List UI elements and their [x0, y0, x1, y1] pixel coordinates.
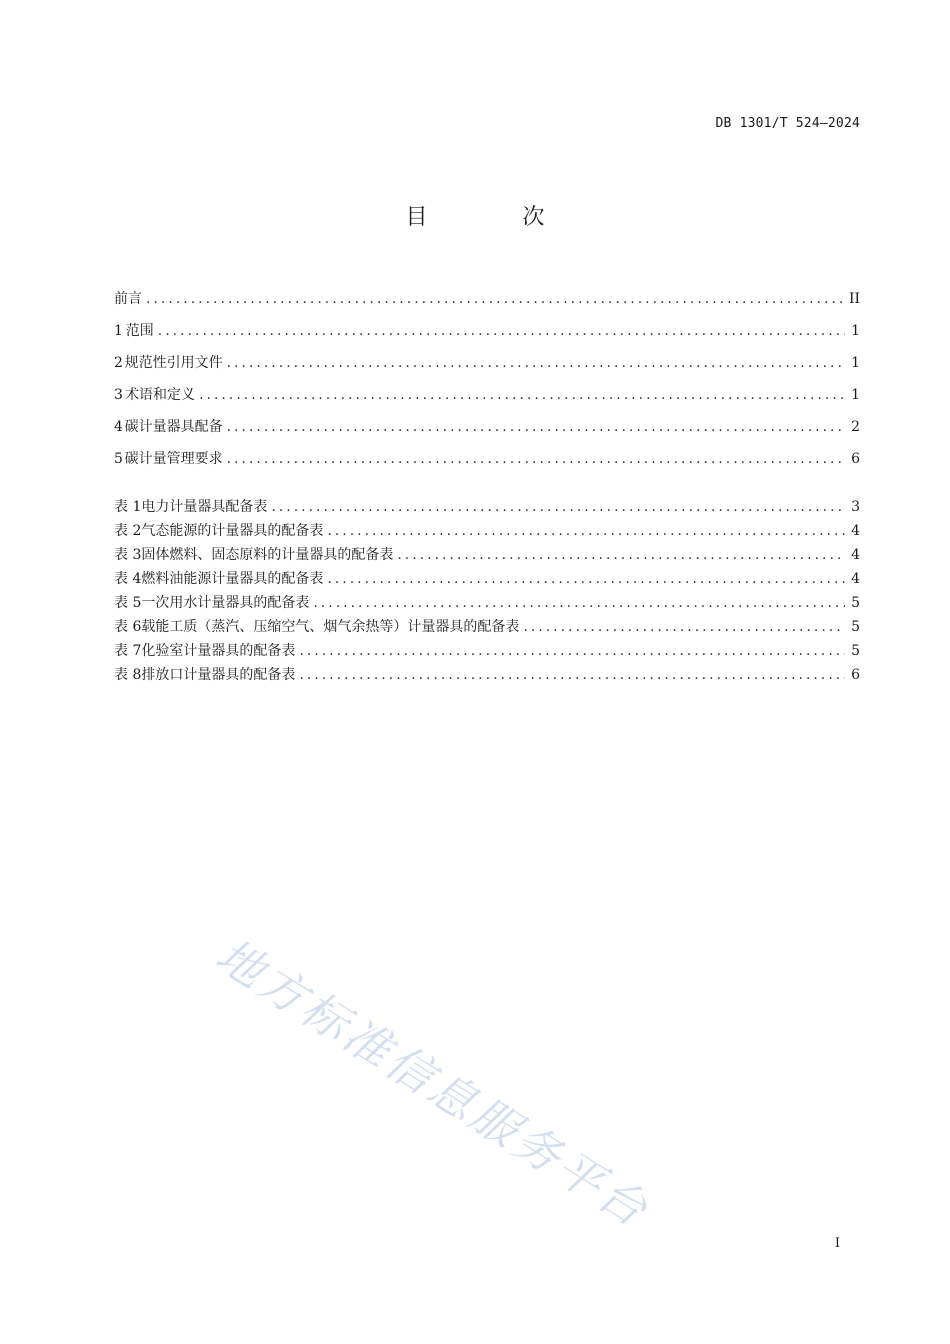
toc-table-label: 一次用水计量器具的配备表	[141, 595, 310, 611]
toc-table-label: 载能工质（蒸汽、压缩空气、烟气余热等）计量器具的配备表	[141, 619, 520, 635]
toc-table-entry[interactable]	[114, 665, 860, 689]
toc-entry-page: 1	[851, 387, 860, 403]
toc-table-page: 4	[851, 571, 860, 587]
dot-leader	[199, 384, 845, 406]
toc-entry-number: 4	[114, 419, 123, 435]
toc-entry-label: 碳计量管理要求	[124, 451, 223, 467]
toc-table-label: 燃料油能源计量器具的配备表	[141, 571, 324, 587]
dot-leader	[327, 521, 845, 541]
toc-table-number: 表 8	[114, 667, 142, 683]
toc-table-entry[interactable]	[114, 617, 860, 641]
toc-table-entry[interactable]	[114, 569, 860, 593]
dot-leader	[271, 497, 845, 517]
toc-entry-management-requirements[interactable]	[114, 448, 860, 480]
dot-leader	[299, 665, 845, 685]
toc-entry-page: 1	[851, 355, 860, 371]
toc-table-entry[interactable]	[114, 497, 860, 521]
toc-entry-number: 2	[114, 355, 123, 371]
toc-table-entry[interactable]	[114, 593, 860, 617]
toc-table-label: 气态能源的计量器具的配备表	[141, 523, 324, 539]
toc-entry-instrument-equipping[interactable]	[114, 416, 860, 448]
toc-table-number: 表 7	[114, 643, 142, 659]
toc-table-label: 化验室计量器具的配备表	[141, 643, 296, 659]
toc-entry-page: II	[848, 291, 860, 307]
toc-table-entry[interactable]	[114, 641, 860, 665]
toc-table-label: 排放口计量器具的配备表	[141, 667, 296, 683]
dot-leader	[227, 352, 845, 374]
toc-entry-number: 1	[114, 323, 123, 339]
toc-table-entry[interactable]	[114, 521, 860, 545]
toc-table-page: 3	[851, 499, 860, 515]
toc-entry-label: 前言	[114, 291, 142, 307]
dot-leader	[158, 320, 845, 342]
toc-entry-label: 范围	[125, 323, 154, 339]
toc-table-number: 表 2	[114, 523, 142, 539]
toc-entry-foreword[interactable]	[114, 288, 860, 320]
dot-leader	[523, 617, 845, 637]
toc-table-entry[interactable]	[114, 545, 860, 569]
watermark: 地方标准信息服务平台	[206, 927, 660, 1239]
dot-leader	[397, 545, 845, 565]
toc-entry-terms[interactable]	[114, 384, 860, 416]
toc-table-page: 4	[851, 523, 860, 539]
dot-leader	[227, 416, 845, 438]
dot-leader	[313, 593, 845, 613]
toc-table-page: 4	[851, 547, 860, 563]
toc-entry-page: 1	[851, 323, 860, 339]
toc-tables-list	[114, 497, 860, 689]
toc-entry-number: 3	[114, 387, 123, 403]
toc-table-page: 5	[851, 643, 860, 659]
toc-table-number: 表 6	[114, 619, 142, 635]
toc-entry-number: 5	[114, 451, 123, 467]
toc-table-label: 固体燃料、固态原料的计量器具的配备表	[141, 547, 394, 563]
toc-entry-label: 术语和定义	[125, 387, 196, 403]
toc-entry-scope[interactable]	[114, 320, 860, 352]
dot-leader	[299, 641, 845, 661]
toc-entry-page: 2	[851, 419, 860, 435]
standard-code: DB 1301/T 524—2024	[715, 116, 860, 131]
toc-table-page: 5	[851, 619, 860, 635]
dot-leader	[146, 288, 845, 310]
dot-leader	[227, 448, 845, 470]
toc-table-number: 表 3	[114, 547, 142, 563]
page-title: 目 次	[405, 205, 589, 230]
toc-table-number: 表 1	[114, 499, 142, 515]
toc-entry-page: 6	[851, 451, 860, 467]
toc-entry-normative-references[interactable]	[114, 352, 860, 384]
toc-table-page: 6	[851, 667, 860, 683]
dot-leader	[327, 569, 845, 589]
toc-table-number: 表 5	[114, 595, 142, 611]
toc-main-list	[114, 288, 860, 480]
toc-entry-label: 碳计量器具配备	[124, 419, 223, 435]
toc-table-number: 表 4	[114, 571, 142, 587]
toc-table-label: 电力计量器具配备表	[141, 499, 268, 515]
toc-entry-label: 规范性引用文件	[124, 355, 223, 371]
toc-table-page: 5	[851, 595, 860, 611]
page-number: I	[834, 1236, 840, 1251]
